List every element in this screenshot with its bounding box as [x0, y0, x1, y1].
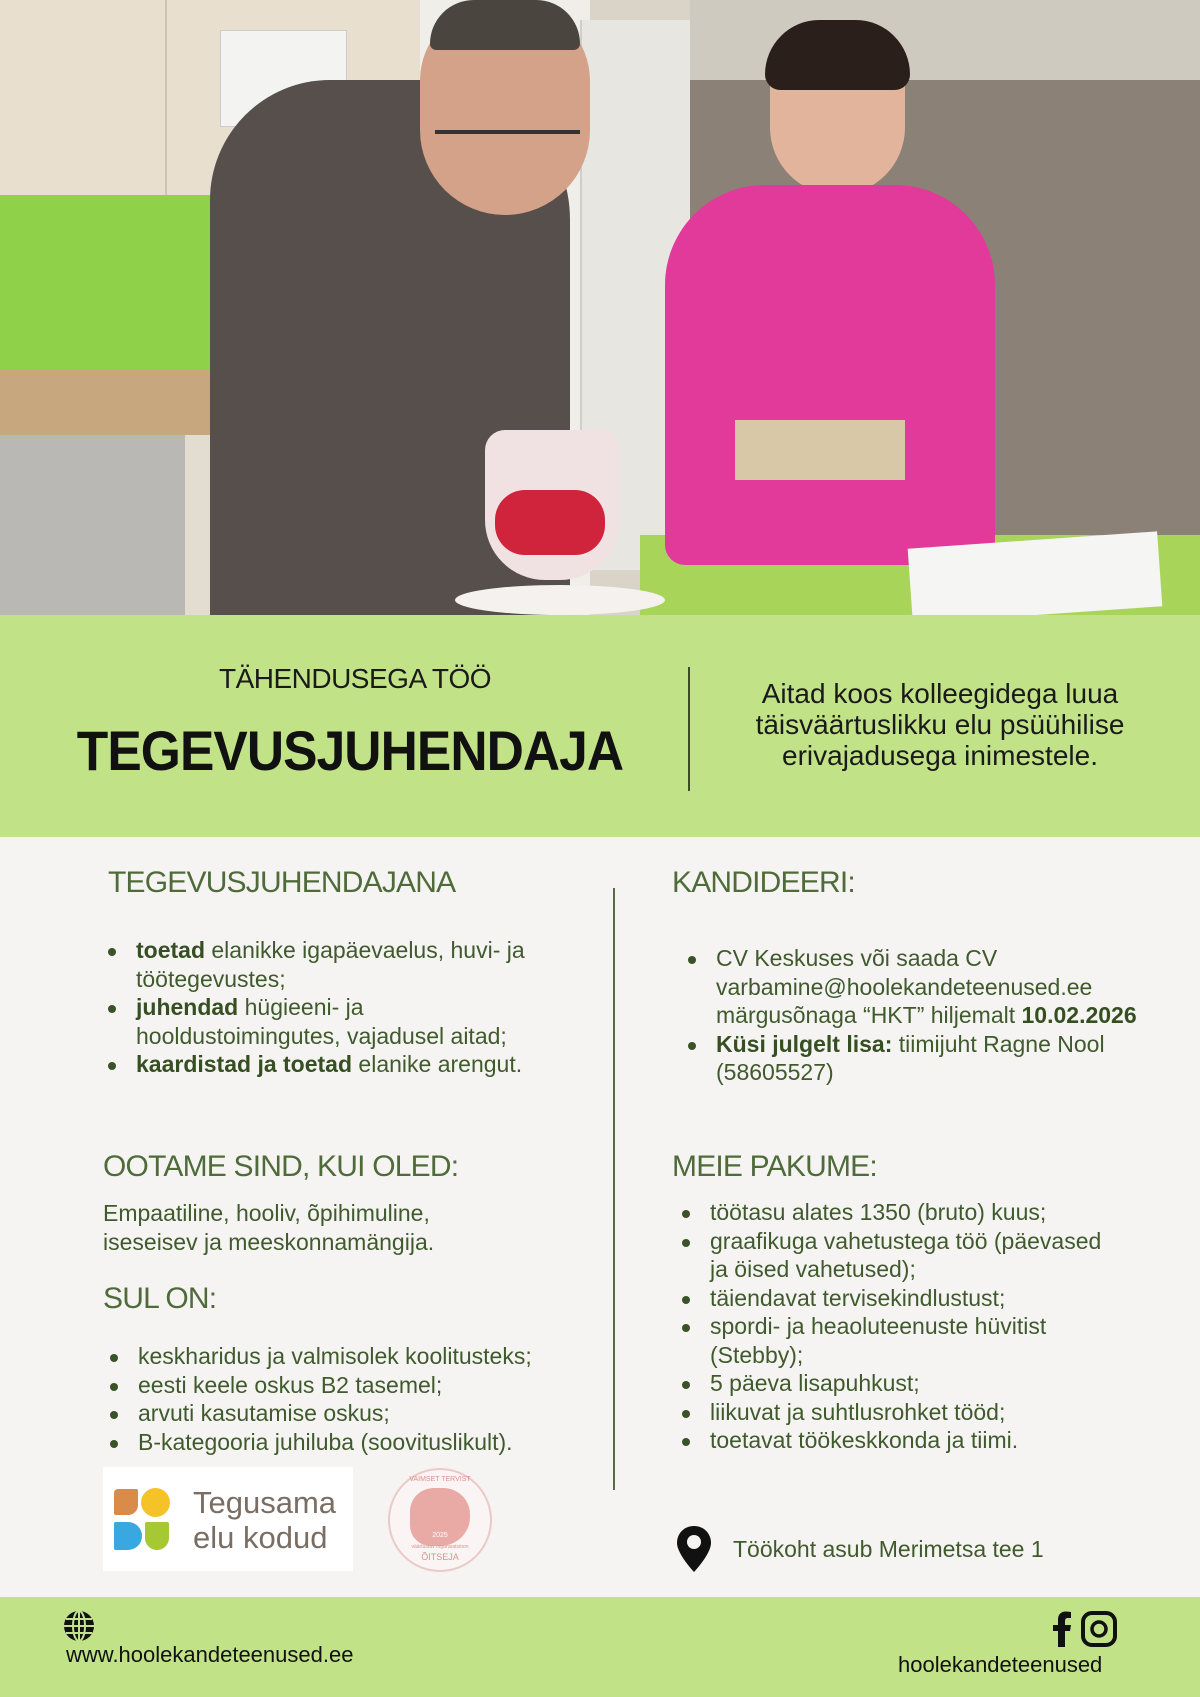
list-item: juhendad hügieeni- ja hooldustoimingutes, vajadusel aitad; [102, 993, 542, 1050]
apply-list [682, 944, 1152, 1087]
list-item: B-kategooria juhiluba (soovituslikult). [104, 1428, 614, 1457]
column-divider [613, 888, 615, 1490]
list-item: arvuti kasutamise oskus; [104, 1399, 614, 1428]
list-item: spordi- ja heaoluteenuste hüvitist (Stebby); [676, 1312, 1116, 1369]
list-item: töötasu alates 1350 (bruto) kuus; [676, 1198, 1116, 1227]
instagram-icon[interactable] [1081, 1611, 1117, 1652]
list-item: CV Keskuses või saada CV varbamine@hoolekandeteenused.ee märgusõnaga “HKT” hiljemalt 10.02.2026 [682, 944, 1152, 1030]
duties-list [102, 936, 542, 1079]
job-kicker: TÄHENDUSEGA TÖÖ [218, 663, 492, 694]
social-handle[interactable]: hoolekandeteenused [898, 1652, 1103, 1677]
website-link[interactable]: www.hoolekandeteenused.ee [66, 1642, 354, 1667]
logo-k-icon [114, 1489, 138, 1515]
list-item: liikuvat ja suhtlusrohket tööd; [676, 1398, 1116, 1427]
job-title: TEGEVUSJUHENDAJA [76, 719, 624, 782]
list-item: Küsi julgelt lisa: tiimijuht Ragne Nool (58605527) [682, 1030, 1152, 1087]
requirements-list [104, 1342, 614, 1456]
list-item: toetavat töökeskkonda ja tiimi. [676, 1426, 1116, 1455]
facebook-icon[interactable] [1053, 1611, 1071, 1652]
logo-grass-icon [145, 1522, 169, 1550]
hero-photo [0, 0, 1200, 615]
map-pin-icon [676, 1526, 712, 1577]
duties-heading: TEGEVUSJUHENDAJANA [108, 866, 456, 899]
list-item: toetad elanikke igapäevaelus, huvi- ja töötegevustes; [102, 936, 542, 993]
expect-text: Empaatiline, hooliv, õpihimuline, iseseisev ja meeskonnamängija. [103, 1200, 435, 1255]
logo-sun-icon [141, 1488, 170, 1517]
banner-divider [688, 667, 690, 791]
job-tagline: Aitad koos kolleegidega luua täisväärtuslikku elu psüühilise erivajadusega inimestele. [755, 678, 1125, 771]
list-item: täiendavat tervisekindlustust; [676, 1284, 1116, 1313]
oitseja-badge: VAIMSET TERVIST 2025 väärtustav organisatsioon ÕITSEJA [388, 1468, 492, 1572]
location-text: Töökoht asub Merimetsa tee 1 [733, 1536, 1044, 1562]
list-item: kaardistad ja toetad elanike arengut. [102, 1050, 542, 1079]
apply-heading: KANDIDEERI: [672, 866, 855, 899]
list-item: graafikuga vahetustega töö (päevased ja öised vahetused); [676, 1227, 1116, 1284]
expect-heading: OOTAME SIND, KUI OLED: [103, 1150, 459, 1183]
list-item: keskharidus ja valmisolek koolitusteks; [104, 1342, 614, 1371]
list-item: eesti keele oskus B2 tasemel; [104, 1371, 614, 1400]
logo-cloud-icon [114, 1522, 142, 1550]
tegusama-logo: Tegusama elu kodud [103, 1467, 353, 1571]
list-item: 5 päeva lisapuhkust; [676, 1369, 1116, 1398]
offer-heading: MEIE PAKUME: [672, 1150, 877, 1183]
offer-list [676, 1198, 1116, 1455]
requirements-heading: SUL ON: [103, 1282, 217, 1315]
